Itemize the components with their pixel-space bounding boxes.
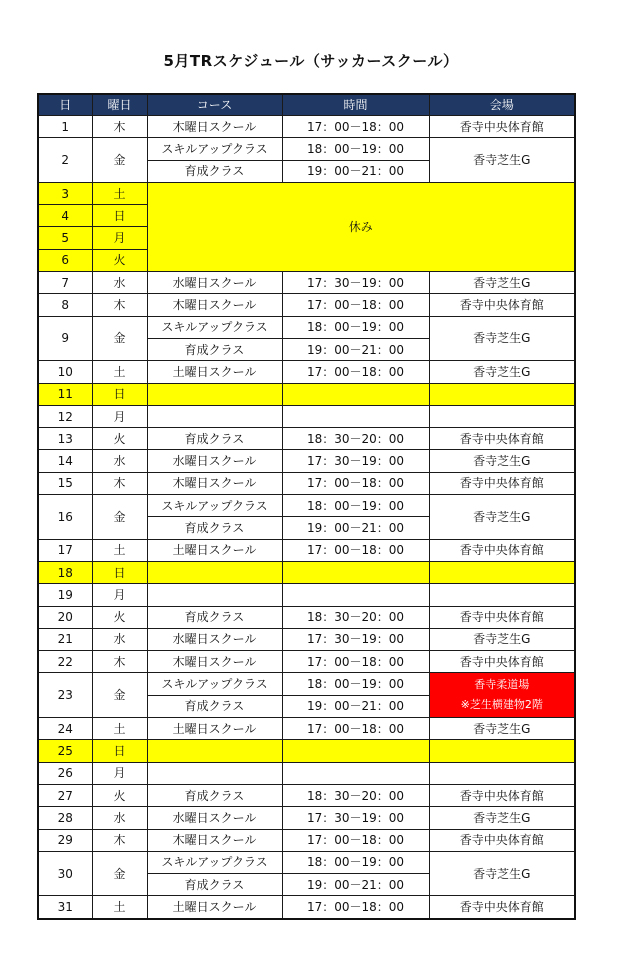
day-cell: 15 [38, 472, 92, 494]
course-cell: 育成クラス [147, 784, 282, 806]
table-row [38, 673, 575, 695]
venue-cell: 香寺芝生G [429, 495, 575, 540]
course-cell: 木曜日スクール [147, 651, 282, 673]
course-cell [147, 561, 282, 583]
table-row [38, 851, 575, 873]
weekday-cell: 月 [92, 762, 147, 784]
day-cell: 5 [38, 227, 92, 249]
day-cell: 18 [38, 561, 92, 583]
course-cell: スキルアップクラス [147, 851, 282, 873]
table-row [38, 138, 575, 160]
course-cell [147, 762, 282, 784]
course-cell: 木曜日スクール [147, 116, 282, 138]
weekday-cell: 水 [92, 628, 147, 650]
weekday-cell: 土 [92, 718, 147, 740]
time-cell: 18：00－19：00 [282, 673, 429, 695]
time-cell [282, 561, 429, 583]
venue-cell [429, 561, 575, 583]
course-cell: 土曜日スクール [147, 361, 282, 383]
table-row [38, 450, 575, 472]
time-cell: 17：00－18：00 [282, 294, 429, 316]
table-row [38, 561, 575, 583]
venue-cell [429, 405, 575, 427]
weekday-cell: 土 [92, 361, 147, 383]
course-cell: 水曜日スクール [147, 628, 282, 650]
venue-cell [429, 383, 575, 405]
time-cell: 18：30－20：00 [282, 784, 429, 806]
weekday-cell: 日 [92, 561, 147, 583]
venue-cell: 香寺中央体育館 [429, 294, 575, 316]
course-cell: 育成クラス [147, 695, 282, 717]
time-cell: 17：00－18：00 [282, 539, 429, 561]
weekday-cell: 日 [92, 383, 147, 405]
venue-cell: 香寺中央体育館 [429, 116, 575, 138]
time-cell: 17：00－18：00 [282, 651, 429, 673]
header-weekday: 曜日 [92, 94, 147, 116]
weekday-cell: 木 [92, 472, 147, 494]
time-cell: 17：00－18：00 [282, 718, 429, 740]
header-time: 時間 [282, 94, 429, 116]
course-cell: 木曜日スクール [147, 829, 282, 851]
table-row [38, 628, 575, 650]
venue-cell: 香寺芝生G [429, 718, 575, 740]
course-cell: 土曜日スクール [147, 539, 282, 561]
venue-name: 香寺柔道場 [474, 678, 530, 692]
table-row [38, 651, 575, 673]
time-cell: 17：00－18：00 [282, 829, 429, 851]
venue-cell [429, 740, 575, 762]
time-cell: 17：00－18：00 [282, 896, 429, 919]
venue-note: ※芝生横建物2階 [460, 698, 543, 712]
course-cell: 育成クラス [147, 428, 282, 450]
weekday-cell: 水 [92, 272, 147, 294]
table-row [38, 829, 575, 851]
course-cell: 育成クラス [147, 160, 282, 182]
course-cell: スキルアップクラス [147, 138, 282, 160]
course-cell: 育成クラス [147, 338, 282, 360]
time-cell: 18：00－19：00 [282, 851, 429, 873]
table-row [38, 182, 575, 204]
time-cell: 19：00－21：00 [282, 874, 429, 896]
day-cell: 31 [38, 896, 92, 919]
time-cell: 19：00－21：00 [282, 695, 429, 717]
header-course: コース [147, 94, 282, 116]
time-cell [282, 405, 429, 427]
table-row [38, 405, 575, 427]
table-row [38, 294, 575, 316]
time-cell: 17：00－18：00 [282, 472, 429, 494]
weekday-cell: 金 [92, 138, 147, 183]
venue-cell: 香寺芝生G [429, 807, 575, 829]
weekday-cell: 金 [92, 851, 147, 896]
time-cell: 19：00－21：00 [282, 338, 429, 360]
time-cell: 18：30－20：00 [282, 606, 429, 628]
time-cell [282, 740, 429, 762]
day-cell: 16 [38, 495, 92, 540]
table-row [38, 361, 575, 383]
table-row [38, 740, 575, 762]
weekday-cell: 金 [92, 673, 147, 718]
time-cell: 17：30－19：00 [282, 450, 429, 472]
venue-cell: 香寺芝生G [429, 138, 575, 183]
time-cell [282, 762, 429, 784]
day-cell: 23 [38, 673, 92, 718]
schedule-table [37, 93, 576, 920]
course-cell: スキルアップクラス [147, 316, 282, 338]
rest-cell: 休み [147, 182, 575, 271]
day-cell: 2 [38, 138, 92, 183]
day-cell: 14 [38, 450, 92, 472]
venue-cell: 香寺中央体育館 [429, 428, 575, 450]
course-cell: 土曜日スクール [147, 718, 282, 740]
venue-cell [429, 762, 575, 784]
day-cell: 1 [38, 116, 92, 138]
table-row [38, 606, 575, 628]
table-row [38, 428, 575, 450]
day-cell: 28 [38, 807, 92, 829]
weekday-cell: 火 [92, 784, 147, 806]
course-cell: スキルアップクラス [147, 495, 282, 517]
weekday-cell: 月 [92, 584, 147, 606]
day-cell: 20 [38, 606, 92, 628]
table-row [38, 539, 575, 561]
venue-cell [429, 673, 575, 718]
page-title: 5月TRスケジュール（サッカースクール） [163, 52, 459, 70]
table-row [38, 762, 575, 784]
day-cell: 12 [38, 405, 92, 427]
time-cell [282, 584, 429, 606]
table-header-row [38, 94, 575, 116]
day-cell: 10 [38, 361, 92, 383]
day-cell: 24 [38, 718, 92, 740]
day-cell: 25 [38, 740, 92, 762]
venue-cell: 香寺中央体育館 [429, 651, 575, 673]
weekday-cell: 土 [92, 539, 147, 561]
venue-cell: 香寺中央体育館 [429, 896, 575, 919]
table-row [38, 383, 575, 405]
course-cell: 水曜日スクール [147, 450, 282, 472]
course-cell: 育成クラス [147, 606, 282, 628]
day-cell: 7 [38, 272, 92, 294]
venue-cell: 香寺芝生G [429, 316, 575, 361]
day-cell: 6 [38, 249, 92, 271]
venue-cell: 香寺中央体育館 [429, 829, 575, 851]
weekday-cell: 火 [92, 428, 147, 450]
table-row [38, 316, 575, 338]
weekday-cell: 日 [92, 740, 147, 762]
day-cell: 30 [38, 851, 92, 896]
table-row [38, 807, 575, 829]
day-cell: 17 [38, 539, 92, 561]
day-cell: 9 [38, 316, 92, 361]
weekday-cell: 木 [92, 294, 147, 316]
venue-cell: 香寺中央体育館 [429, 784, 575, 806]
time-cell: 17：00－18：00 [282, 116, 429, 138]
day-cell: 11 [38, 383, 92, 405]
venue-cell: 香寺芝生G [429, 450, 575, 472]
day-cell: 8 [38, 294, 92, 316]
table-row [38, 495, 575, 517]
weekday-cell: 金 [92, 495, 147, 540]
venue-cell: 香寺中央体育館 [429, 539, 575, 561]
table-row [38, 896, 575, 919]
weekday-cell: 月 [92, 405, 147, 427]
course-cell [147, 405, 282, 427]
weekday-cell: 月 [92, 227, 147, 249]
course-cell: 水曜日スクール [147, 807, 282, 829]
table-row [38, 272, 575, 294]
venue-cell: 香寺芝生G [429, 272, 575, 294]
day-cell: 21 [38, 628, 92, 650]
time-cell: 18：00－19：00 [282, 495, 429, 517]
venue-cell: 香寺中央体育館 [429, 472, 575, 494]
venue-cell: 香寺芝生G [429, 851, 575, 896]
table-row [38, 718, 575, 740]
table-row [38, 472, 575, 494]
venue-cell [429, 584, 575, 606]
course-cell [147, 740, 282, 762]
weekday-cell: 日 [92, 205, 147, 227]
course-cell: 木曜日スクール [147, 294, 282, 316]
course-cell: 水曜日スクール [147, 272, 282, 294]
day-cell: 13 [38, 428, 92, 450]
venue-cell: 香寺中央体育館 [429, 606, 575, 628]
weekday-cell: 土 [92, 182, 147, 204]
weekday-cell: 木 [92, 116, 147, 138]
weekday-cell: 火 [92, 249, 147, 271]
schedule-body [38, 116, 575, 919]
time-cell: 19：00－21：00 [282, 160, 429, 182]
time-cell: 19：00－21：00 [282, 517, 429, 539]
time-cell: 18：30－20：00 [282, 428, 429, 450]
time-cell: 17：00－18：00 [282, 361, 429, 383]
course-cell: 育成クラス [147, 874, 282, 896]
day-cell: 19 [38, 584, 92, 606]
course-cell: 木曜日スクール [147, 472, 282, 494]
time-cell: 17：30－19：00 [282, 807, 429, 829]
time-cell: 18：00－19：00 [282, 316, 429, 338]
weekday-cell: 木 [92, 651, 147, 673]
table-row [38, 784, 575, 806]
venue-cell: 香寺芝生G [429, 628, 575, 650]
day-cell: 27 [38, 784, 92, 806]
time-cell [282, 383, 429, 405]
weekday-cell: 木 [92, 829, 147, 851]
course-cell: 育成クラス [147, 517, 282, 539]
table-row [38, 116, 575, 138]
table-row [38, 584, 575, 606]
course-cell [147, 584, 282, 606]
day-cell: 29 [38, 829, 92, 851]
course-cell: スキルアップクラス [147, 673, 282, 695]
day-cell: 3 [38, 182, 92, 204]
time-cell: 17：30－19：00 [282, 272, 429, 294]
weekday-cell: 水 [92, 807, 147, 829]
time-cell: 18：00－19：00 [282, 138, 429, 160]
day-cell: 22 [38, 651, 92, 673]
course-cell [147, 383, 282, 405]
header-venue: 会場 [429, 94, 575, 116]
venue-cell: 香寺芝生G [429, 361, 575, 383]
time-cell: 17：30－19：00 [282, 628, 429, 650]
course-cell: 土曜日スクール [147, 896, 282, 919]
day-cell: 26 [38, 762, 92, 784]
weekday-cell: 火 [92, 606, 147, 628]
weekday-cell: 金 [92, 316, 147, 361]
weekday-cell: 土 [92, 896, 147, 919]
weekday-cell: 水 [92, 450, 147, 472]
day-cell: 4 [38, 205, 92, 227]
header-day: 日 [38, 94, 92, 116]
